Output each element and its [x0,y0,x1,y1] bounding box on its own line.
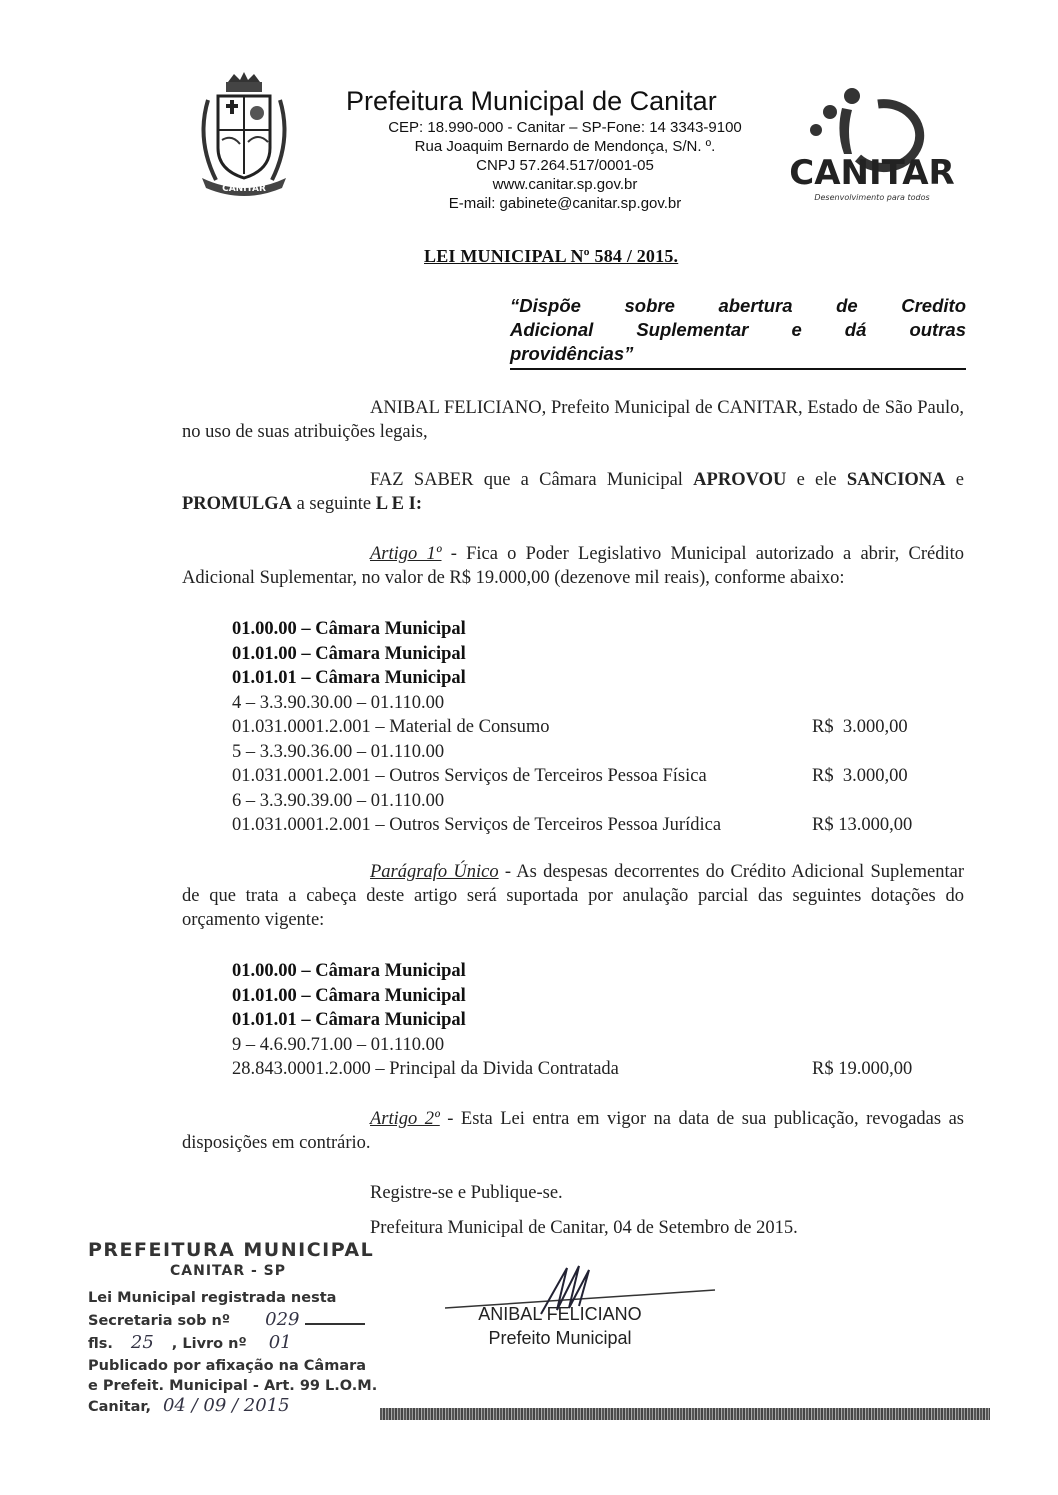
budget-line-text: 01.00.00 – Câmara Municipal [232,619,466,639]
letterhead-email: E-mail: gabinete@canitar.sp.gov.br [448,195,682,212]
budget-line [232,617,932,642]
stamp-date-label: Canitar, [88,1399,151,1415]
enactment-approved: APROVOU [693,470,787,490]
letterhead-street: Rua Joaquim Bernardo de Mendonça, S/N. º. [414,138,716,155]
budget-line [232,764,932,789]
budget-line [232,813,932,838]
budget-line-text: 01.01.01 – Câmara Municipal [232,1010,466,1030]
stamp-secretaria [88,1310,398,1331]
article-1 [182,542,964,590]
article-2-label: Artigo 2º [370,1109,440,1129]
stamp-folha-label: fls. [88,1336,113,1352]
annulment-list [232,959,932,1082]
stamp-date [88,1396,398,1417]
budget-line-text: 01.01.00 – Câmara Municipal [232,643,466,664]
letterhead-website: www.canitar.sp.gov.br [492,176,638,193]
budget-line [232,959,932,984]
budget-line-text: 01.01.01 – Câmara Municipal [232,668,466,688]
sole-paragraph-label: Parágrafo Único [370,862,499,882]
enactment-text: e ele [786,470,847,490]
stamp-registered: Lei Municipal registrada nesta [88,1290,337,1306]
budget-line-text: 01.00.00 – Câmara Municipal [232,961,466,981]
enactment-text: FAZ SABER que a Câmara Municipal [370,470,694,490]
enactment-promulgates: PROMULGA [182,494,292,514]
article-1-label: Artigo 1º [370,544,442,564]
municipal-crest-icon [188,70,300,200]
intro-text: ANIBAL FELICIANO, Prefeito Municipal de CANITAR, Estado de São Paulo, no uso de suas atribuições legais, [182,398,964,442]
ementa-line: providências” [510,343,634,364]
letterhead-address: CEP: 18.990-000 - Canitar – SP-Fone: 14 3343-9100 [388,119,742,136]
budget-line-amount: R$ 3.000,00 [812,717,908,737]
logo-wordmark: CANITAR [789,153,955,193]
scan-edge-strip [380,1408,990,1420]
stamp-folha-number: 25 [130,1332,154,1353]
stamp-published: Publicado por afixação na Câmara [88,1358,367,1374]
budget-line-text: 5 – 3.3.90.36.00 – 01.110.00 [232,741,445,762]
enactment-sanctions: SANCIONA [846,470,946,490]
budget-line-text: 01.031.0001.2.001 – Outros Serviços de Terceiros Pessoa Jurídica [232,815,722,835]
sole-paragraph [182,860,964,932]
budget-line [232,715,932,740]
budget-line-text: 9 – 4.6.90.71.00 – 01.110.00 [232,1034,445,1055]
stamp-livro-number: 01 [268,1332,292,1353]
budget-line [232,984,932,1009]
letterhead [330,84,800,213]
article-2 [182,1107,964,1155]
stamp-city: CANITAR - SP [170,1263,287,1279]
budget-line-text: 6 – 3.3.90.39.00 – 01.110.00 [232,790,445,811]
letterhead-title: Prefeitura Municipal de Canitar [346,86,717,116]
budget-line [232,642,932,667]
place-date: Prefeitura Municipal de Canitar, 04 de Setembro de 2015. [370,1218,798,1238]
registration-stamp [88,1238,398,1417]
budget-line-amount: R$ 3.000,00 [812,766,908,786]
signatory-name: ANIBAL FELICIANO [478,1304,642,1324]
registre-line: Registre-se e Publique-se. [370,1183,563,1203]
enactment-text: e [945,470,964,490]
budget-line [232,789,932,814]
stamp-folha [88,1333,398,1354]
budget-line-text: 01.01.00 – Câmara Municipal [232,985,466,1006]
budget-line-text: 01.031.0001.2.001 – Outros Serviços de Terceiros Pessoa Física [232,766,707,786]
budget-line-text: 01.031.0001.2.001 – Material de Consumo [232,717,550,737]
intro-paragraph [182,396,964,444]
enactment-lei: L E I: [375,494,422,514]
stamp-secretaria-label: Secretaria sob nº [88,1313,231,1329]
crest-ribbon-text: CANITAR [222,184,266,194]
sole-paragraph-text: - As despesas decorrentes do Crédito Adicional Suplementar de que trata a cabeça deste artigo será suportada por anulação parcial das seguintes dotações do orçamento vigente: [182,862,964,930]
stamp-livro-label: , Livro nº [171,1336,247,1352]
law-title: LEI MUNICIPAL Nº 584 / 2015. [424,246,679,266]
ementa [510,294,966,370]
budget-line-text: 4 – 3.3.90.30.00 – 01.110.00 [232,692,445,713]
enactment-paragraph [182,468,964,516]
canitar-logo-icon [786,84,956,206]
ementa-line: “Dispõe sobre abertura de Credito [510,295,966,316]
budget-line [232,1033,932,1058]
budget-line [232,1008,932,1033]
logo-tagline: Desenvolvimento para todos [814,193,930,202]
enactment-text: a seguinte [291,494,376,514]
letterhead-cnpj: CNPJ 57.264.517/0001-05 [476,157,654,174]
signatory-role: Prefeito Municipal [488,1328,632,1348]
budget-line [232,666,932,691]
budget-line [232,691,932,716]
stamp-date-value: 04 / 09 / 2015 [162,1395,290,1416]
allocation-list [232,617,932,838]
budget-line [232,740,932,765]
budget-line [232,1057,932,1082]
stamp-title: PREFEITURA MUNICIPAL [88,1239,375,1261]
signatory [475,1302,645,1350]
article-2-text: - Esta Lei entra em vigor na data de sua publicação, revogadas as disposições em contrário. [182,1109,964,1153]
ementa-line: Adicional Suplementar e dá outras [510,319,966,340]
article-1-text: - Fica o Poder Legislativo Municipal autorizado a abrir, Crédito Adicional Suplementar, no valor de R$ 19.000,00 (dezenove mil reais), conforme abaixo: [182,544,964,588]
stamp-article: e Prefeit. Municipal - Art. 99 L.O.M. [88,1378,378,1394]
budget-line-text: 28.843.0001.2.000 – Principal da Divida Contratada [232,1059,619,1079]
budget-line-amount: R$ 13.000,00 [812,815,913,835]
budget-line-amount: R$ 19.000,00 [812,1059,913,1079]
stamp-secretaria-number: 029 [265,1309,300,1330]
